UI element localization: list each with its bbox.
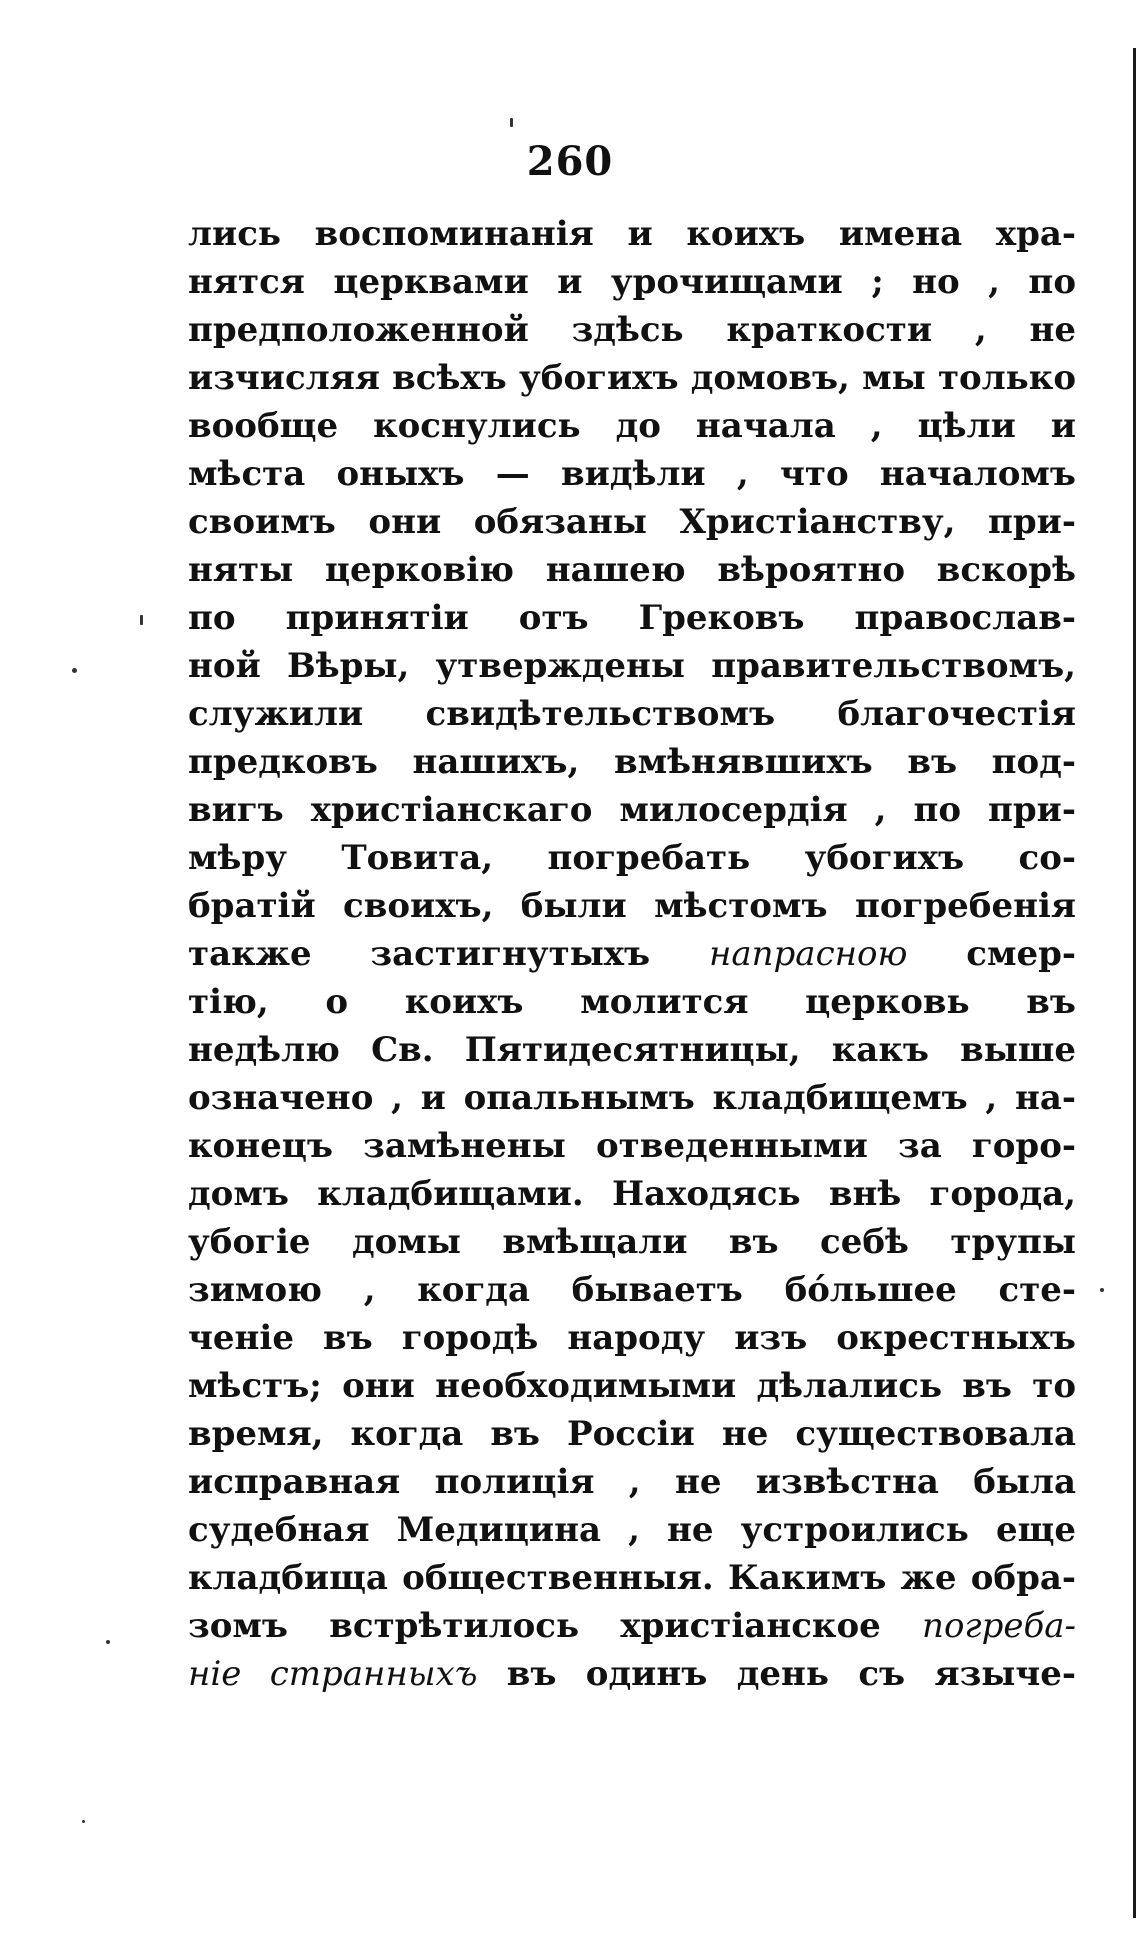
text-span: домъ кладбищами. Находясь внѣ города, (188, 1174, 1076, 1214)
italic-span: ніе странныхъ (188, 1654, 478, 1694)
text-line (188, 1122, 1076, 1170)
text-span: зимою , когда бываетъ бóльшее сте- (188, 1270, 1076, 1310)
text-span: судебная Медицина , не устроились еще (188, 1510, 1076, 1550)
text-span: означено , и опальнымъ кладбищемъ , на- (188, 1078, 1076, 1118)
text-line (188, 738, 1076, 786)
text-line (188, 786, 1076, 834)
text-line (188, 210, 1076, 258)
text-line (188, 978, 1076, 1026)
text-span: вообще коснулись до начала , цѣли и (188, 406, 1076, 446)
text-line (188, 1650, 1076, 1698)
text-line (188, 1266, 1076, 1314)
text-span: смер- (907, 934, 1076, 974)
text-span: также застигнутыхъ (188, 934, 709, 974)
text-span: зомъ встрѣтилось христіанское (188, 1606, 923, 1646)
page-edge-rule (1133, 48, 1136, 1918)
text-span: время, когда въ Россіи не существовала (188, 1414, 1076, 1454)
text-span: служили свидѣтельствомъ благочестія (188, 694, 1076, 734)
text-line (188, 1170, 1076, 1218)
scan-speck (72, 668, 77, 673)
text-line (188, 1602, 1076, 1650)
text-span: по принятіи отъ Грековъ православ- (188, 598, 1076, 638)
text-line (188, 1554, 1076, 1602)
text-line (188, 354, 1076, 402)
text-span: тію, о коихъ молится церковь въ (188, 982, 1076, 1022)
text-line (188, 402, 1076, 450)
text-span: лись воспоминанія и коихъ имена хра- (188, 214, 1076, 254)
text-span: братій своихъ, были мѣстомъ погребенія (188, 886, 1076, 926)
text-line (188, 1410, 1076, 1458)
text-line (188, 1218, 1076, 1266)
italic-span: напрасною (708, 934, 908, 974)
text-span: ной Вѣры, утверждены правительствомъ, (188, 646, 1076, 686)
text-span: исправная полиція , не извѣстна была (188, 1462, 1076, 1502)
text-span: кладбища общественныя. Какимъ же обра- (188, 1558, 1076, 1598)
text-span: мѣру Товита, погребать убогихъ со- (188, 838, 1076, 878)
body-text (188, 210, 1076, 1698)
text-line (188, 306, 1076, 354)
text-line (188, 594, 1076, 642)
text-line (188, 498, 1076, 546)
text-span: мѣстъ; они необходимыми дѣлались въ то (188, 1366, 1076, 1406)
italic-span: погреба- (922, 1606, 1076, 1646)
text-span: вигъ христіанскаго милосердія , по при- (188, 790, 1076, 830)
text-line (188, 1026, 1076, 1074)
text-line (188, 1074, 1076, 1122)
text-span: предковъ нашихъ, вмѣнявшихъ въ под- (188, 742, 1076, 782)
scan-speck (1100, 1288, 1104, 1292)
text-span: нятся церквами и урочищами ; но , по (188, 262, 1076, 302)
text-span: убогіе домы вмѣщали въ себѣ трупы (188, 1222, 1076, 1262)
scan-speck (106, 1640, 110, 1644)
text-span: ченіе въ городѣ народу изъ окрестныхъ (188, 1318, 1076, 1358)
text-line (188, 1506, 1076, 1554)
scan-speck (82, 1820, 85, 1823)
text-span: своимъ они обязаны Христіанству, при- (188, 502, 1076, 542)
text-line (188, 450, 1076, 498)
text-line (188, 930, 1076, 978)
text-line (188, 258, 1076, 306)
text-span: въ одинъ день съ языче- (477, 1654, 1076, 1694)
text-span: предположенной здѣсь краткости , не (188, 310, 1076, 350)
text-span: недѣлю Св. Пятидесятницы, какъ выше (188, 1030, 1076, 1070)
scan-speck (140, 615, 143, 625)
text-line (188, 642, 1076, 690)
text-line (188, 690, 1076, 738)
scan-speck (510, 118, 513, 127)
text-line (188, 1314, 1076, 1362)
text-span: няты церковію нашею вѣроятно вскорѣ (188, 550, 1076, 590)
text-line (188, 1458, 1076, 1506)
text-line (188, 882, 1076, 930)
text-line (188, 834, 1076, 882)
page-number: 260 (526, 138, 614, 185)
text-line (188, 1362, 1076, 1410)
text-span: конецъ замѣнены отведенными за горо- (188, 1126, 1076, 1166)
text-span: изчисляя всѣхъ убогихъ домовъ, мы только (188, 358, 1076, 398)
text-span: мѣста оныхъ — видѣли , что началомъ (188, 454, 1076, 494)
text-line (188, 546, 1076, 594)
